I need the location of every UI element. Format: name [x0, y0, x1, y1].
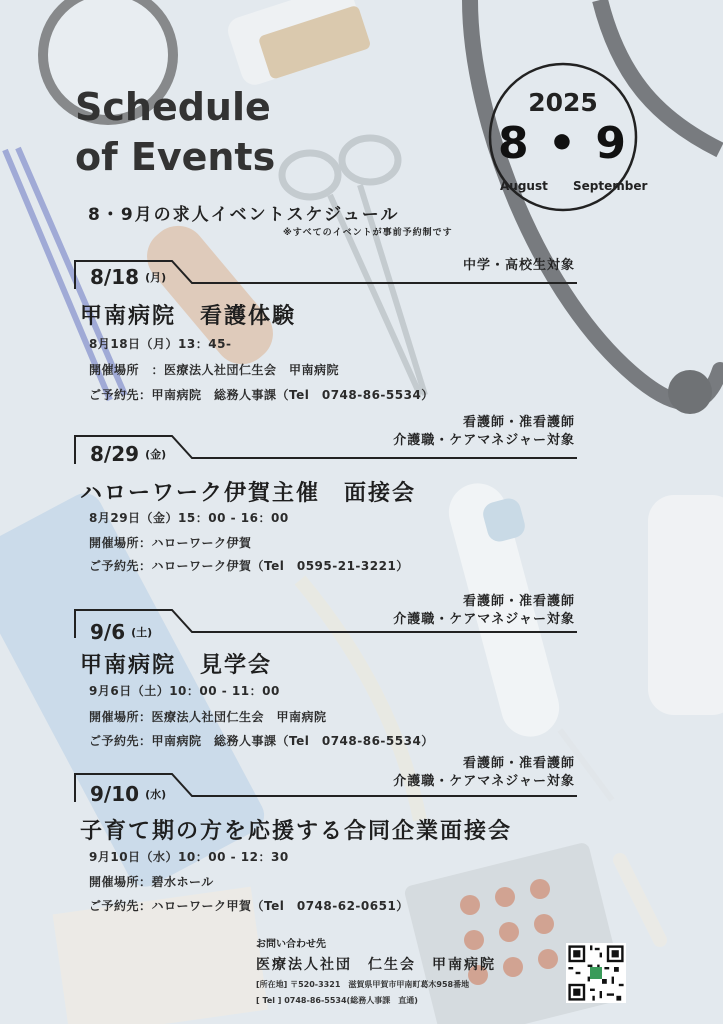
- contact-info: [256, 935, 566, 1006]
- badge-month-august: August: [500, 179, 548, 193]
- event-date: [90, 442, 166, 466]
- event-target: [463, 257, 575, 275]
- event-target-line-1: 中学・高校生対象: [462, 258, 575, 273]
- event-date: [90, 265, 166, 289]
- badge-month-september: September: [573, 179, 648, 193]
- event-reservation: ご予約先：ハローワーク伊賀（Tel 0595-21-3221）: [89, 559, 409, 573]
- event-title: ハローワーク伊賀主催 面接会: [80, 481, 417, 506]
- event-datetime: 8月18日（月）13：45-: [89, 337, 232, 351]
- page-title: [75, 82, 275, 182]
- contact-organization: 医療法人社団 仁生会 甲南病院: [256, 957, 496, 973]
- event-date: [90, 620, 152, 644]
- event-date-value: 9/6: [90, 620, 126, 644]
- event-datetime: 8月29日（金）15：00 - 16：00: [89, 511, 289, 525]
- title-line-1: Schedule: [75, 85, 271, 129]
- event-title: 子育て期の方を応援する合同企業面接会: [80, 819, 513, 844]
- event-date-value: 8/18: [90, 265, 140, 289]
- badge-months: 8 • 9: [498, 118, 628, 169]
- event-card: [74, 590, 579, 750]
- event-reservation: ご予約先：甲南病院 総務人事課（Tel 0748-86-5534）: [89, 388, 434, 402]
- title-line-2: of Events: [75, 135, 276, 179]
- event-card: [74, 752, 579, 917]
- event-target-line-1: 看護師・准看護師: [462, 415, 575, 430]
- event-target-line-2: 介護職・ケアマネジャー対象: [393, 774, 575, 789]
- event-place: 開催場所：医療法人社団仁生会 甲南病院: [89, 710, 327, 724]
- event-target-line-1: 看護師・准看護師: [462, 756, 575, 771]
- event-date: [90, 782, 166, 806]
- event-target-line-2: 介護職・ケアマネジャー対象: [393, 612, 575, 627]
- event-day-of-week: (土): [131, 626, 153, 639]
- event-title: 甲南病院 看護体験: [80, 304, 297, 329]
- date-badge: [488, 62, 648, 212]
- event-target: [393, 414, 575, 450]
- event-date-value: 9/10: [90, 782, 140, 806]
- qr-code-icon[interactable]: [566, 943, 626, 1003]
- badge-year: 2025: [528, 88, 598, 117]
- event-target-line-2: 介護職・ケアマネジャー対象: [393, 433, 575, 448]
- event-card: [74, 255, 579, 405]
- event-place: 開催場所 ：医療法人社団仁生会 甲南病院: [89, 363, 340, 377]
- contact-phone: [ Tel ] 0748-86-5534(総務人事課 直通): [256, 996, 418, 1005]
- contact-heading: お問い合わせ先: [256, 939, 326, 950]
- event-day-of-week: (月): [145, 271, 167, 284]
- event-day-of-week: (金): [145, 448, 167, 461]
- event-reservation: ご予約先：甲南病院 総務人事課（Tel 0748-86-5534）: [89, 734, 434, 748]
- event-place: 開催場所：ハローワーク伊賀: [89, 536, 252, 550]
- event-place: 開催場所：碧水ホール: [89, 875, 214, 889]
- event-reservation: ご予約先：ハローワーク甲賀（Tel 0748-62-0651）: [89, 899, 409, 913]
- event-target: [393, 593, 575, 629]
- event-date-value: 8/29: [90, 442, 140, 466]
- contact-address: [所在地] 〒520-3321 滋賀県甲賀市甲南町葛木958番地: [256, 980, 470, 989]
- event-target-line-1: 看護師・准看護師: [462, 594, 575, 609]
- event-target: [393, 755, 575, 791]
- event-datetime: 9月10日（水）10：00 - 12：30: [89, 850, 289, 864]
- event-datetime: 9月6日（土）10：00 - 11：00: [89, 684, 280, 698]
- event-day-of-week: (水): [145, 788, 167, 801]
- event-title: 甲南病院 見学会: [80, 653, 273, 678]
- page-subtitle: 8・9月の求人イベントスケジュール: [88, 205, 400, 225]
- reservation-note: ※すべてのイベントが事前予約制です: [283, 228, 453, 238]
- event-card: [74, 414, 579, 579]
